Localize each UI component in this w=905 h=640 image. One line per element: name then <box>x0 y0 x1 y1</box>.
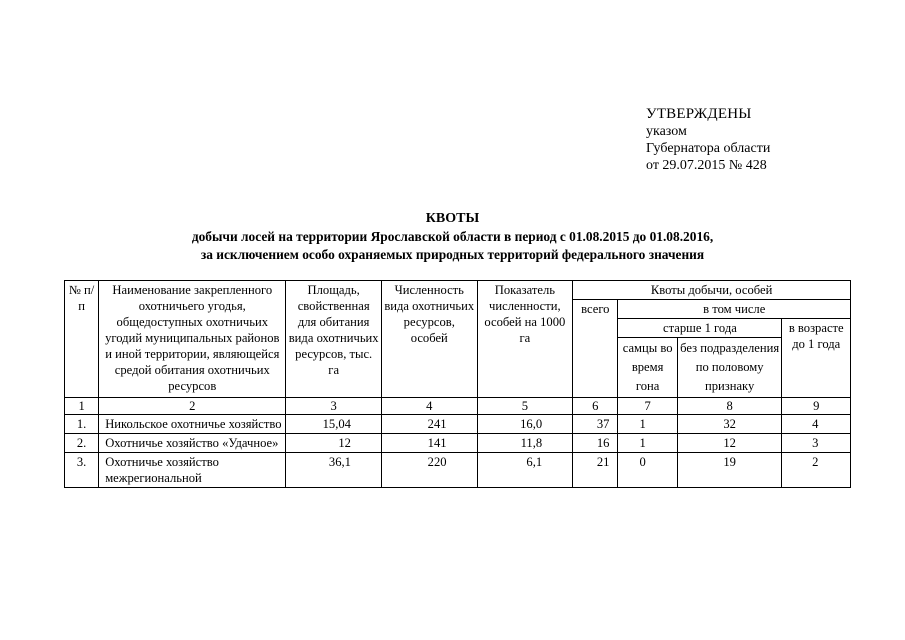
table-row <box>65 434 851 453</box>
document-subtitle-2: за исключением особо охраняемых природных территорий федерального значения <box>200 247 705 262</box>
col-number: 4 <box>381 398 477 415</box>
header-including: в том числе <box>618 300 851 319</box>
col-number: 6 <box>573 398 618 415</box>
row-nodiv: 12 <box>677 434 782 453</box>
header-young: в возрасте до 1 года <box>782 319 851 398</box>
row-males: 1 <box>618 434 677 453</box>
document-title: КВОТЫ <box>425 211 480 226</box>
row-males: 0 <box>618 453 677 488</box>
row-name: Охотничье хозяйство «Удачное» <box>99 434 286 453</box>
header-density: Показатель численности, особей на 1000 га <box>477 281 573 398</box>
approval-line-decree: указом <box>646 124 687 139</box>
row-num: 1. <box>65 415 99 434</box>
row-num: 2. <box>65 434 99 453</box>
header-total: всего <box>573 300 618 398</box>
header-population: Численность вида охотничьих ресурсов, особей <box>381 281 477 398</box>
header-quotas: Квоты добычи, особей <box>573 281 851 300</box>
table-row <box>65 415 851 434</box>
row-density: 6,1 <box>477 453 573 488</box>
row-area: 15,04 <box>286 415 382 434</box>
row-nodiv: 19 <box>677 453 782 488</box>
row-males: 1 <box>618 415 677 434</box>
col-number: 5 <box>477 398 573 415</box>
header-older: старше 1 года <box>618 319 782 338</box>
row-total: 16 <box>573 434 618 453</box>
approval-stamp <box>646 106 770 174</box>
row-area: 36,1 <box>286 453 382 488</box>
header-nodiv: без подразделения по половому признаку <box>677 338 782 398</box>
header-name: Наименование закрепленного охотничьего угодья, общедоступных охотничьих угодий муниципальных районов и иной территории, являющейся средой обитания охотничьих ресурсов <box>99 281 286 398</box>
row-name: Никольское охотничье хозяйство <box>99 415 286 434</box>
row-young: 3 <box>782 434 851 453</box>
col-number: 1 <box>65 398 99 415</box>
col-number: 7 <box>618 398 677 415</box>
row-young: 4 <box>782 415 851 434</box>
row-young: 2 <box>782 453 851 488</box>
approval-line-date: от 29.07.2015 № 428 <box>646 158 767 173</box>
header-males: самцы во время гона <box>618 338 677 398</box>
row-total: 37 <box>573 415 618 434</box>
row-density: 11,8 <box>477 434 573 453</box>
row-population: 141 <box>381 434 477 453</box>
col-number: 9 <box>782 398 851 415</box>
row-density: 16,0 <box>477 415 573 434</box>
approval-heading: УТВЕРЖДЕНЫ <box>646 106 752 122</box>
table-row <box>65 453 851 488</box>
col-number: 8 <box>677 398 782 415</box>
row-name: Охотничье хозяйство межрегиональной <box>99 453 286 488</box>
header-area: Площадь, свойственная для обитания вида охотничьих ресурсов, тыс. га <box>286 281 382 398</box>
column-number-row <box>65 398 851 415</box>
col-number: 3 <box>286 398 382 415</box>
document-subtitle-1: добычи лосей на территории Ярославской области в период с 01.08.2015 до 01.08.2016, <box>191 229 714 244</box>
document-heading <box>0 210 905 264</box>
row-total: 21 <box>573 453 618 488</box>
col-number: 2 <box>99 398 286 415</box>
row-nodiv: 32 <box>677 415 782 434</box>
row-population: 241 <box>381 415 477 434</box>
quota-table <box>64 280 851 488</box>
row-population: 220 <box>381 453 477 488</box>
row-area: 12 <box>286 434 382 453</box>
approval-line-governor: Губернатора области <box>646 141 771 156</box>
header-num: № п/п <box>65 281 99 398</box>
row-num: 3. <box>65 453 99 488</box>
